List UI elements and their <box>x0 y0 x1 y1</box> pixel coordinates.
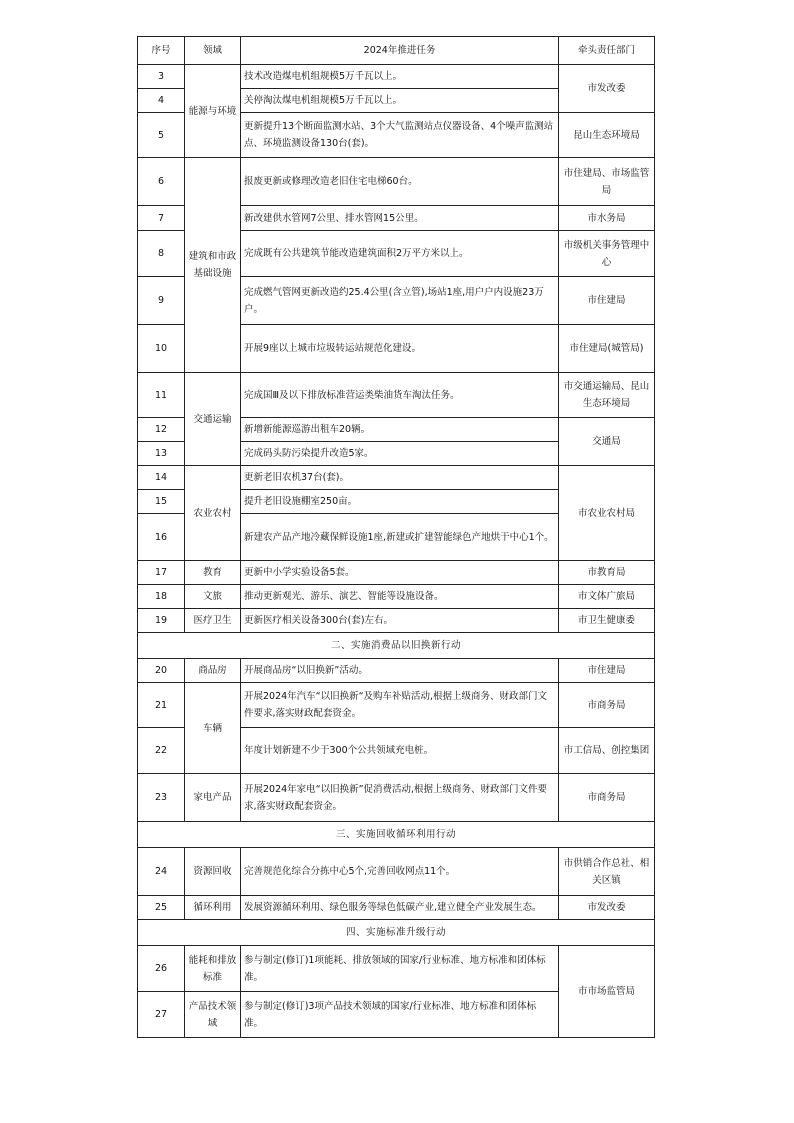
row-dept: 市住建局(城管局) <box>559 325 655 373</box>
row-task: 推动更新观光、游乐、演艺、智能等设施设备。 <box>241 585 559 609</box>
row-field: 家电产品 <box>185 774 241 822</box>
row-dept: 市发改委 <box>559 896 655 920</box>
row-seq: 5 <box>138 113 185 158</box>
row-dept: 市商务局 <box>559 683 655 728</box>
table-row <box>138 561 655 585</box>
row-seq: 15 <box>138 490 185 514</box>
row-dept: 市住建局 <box>559 277 655 325</box>
section-row <box>138 920 655 946</box>
row-dept: 市住建局 <box>559 659 655 683</box>
row-task: 参与制定(修订)3项产品技术领域的国家/行业标准、地方标准和团体标准。 <box>241 992 559 1038</box>
row-dept: 市工信局、创控集团 <box>559 728 655 774</box>
row-seq: 24 <box>138 848 185 896</box>
row-seq: 19 <box>138 609 185 633</box>
row-task: 提升老旧设施棚室250亩。 <box>241 490 559 514</box>
row-seq: 8 <box>138 231 185 277</box>
row-dept: 市教育局 <box>559 561 655 585</box>
table-row <box>138 848 655 896</box>
row-task: 完成码头防污染提升改造5家。 <box>241 442 559 466</box>
row-task: 更新提升13个断面监测水站、3个大气监测站点仪器设备、4个噪声监测站点、环境监测设备130台(套)。 <box>241 113 559 158</box>
table-row <box>138 609 655 633</box>
row-dept: 市交通运输局、昆山生态环境局 <box>559 373 655 418</box>
row-seq: 23 <box>138 774 185 822</box>
table-row <box>138 774 655 822</box>
row-task: 完善规范化综合分拣中心5个,完善回收网点11个。 <box>241 848 559 896</box>
row-task: 更新中小学实验设备5套。 <box>241 561 559 585</box>
row-dept: 交通局 <box>559 418 655 466</box>
row-seq: 11 <box>138 373 185 418</box>
row-seq: 14 <box>138 466 185 490</box>
table-row <box>138 585 655 609</box>
row-field: 建筑和市政基础设施 <box>185 158 241 373</box>
table-row <box>138 659 655 683</box>
row-dept: 市卫生健康委 <box>559 609 655 633</box>
section-title: 三、实施回收循环利用行动 <box>138 822 655 848</box>
header-field: 领域 <box>185 37 241 65</box>
row-field: 文旅 <box>185 585 241 609</box>
table-header-row <box>138 37 655 65</box>
section-title: 四、实施标准升级行动 <box>138 920 655 946</box>
table-row <box>138 466 655 490</box>
row-task: 发展资源循环利用、绿色服务等绿色低碳产业,建立健全产业发展生态。 <box>241 896 559 920</box>
section-row <box>138 822 655 848</box>
row-task: 更新医疗相关设备300台(套)左右。 <box>241 609 559 633</box>
row-task: 完成燃气管网更新改造约25.4公里(含立管),场站1座,用户户内设施23万户。 <box>241 277 559 325</box>
row-task: 报废更新或修理改造老旧住宅电梯60台。 <box>241 158 559 206</box>
row-dept: 市文体广旅局 <box>559 585 655 609</box>
row-field: 车辆 <box>185 683 241 774</box>
row-dept: 市商务局 <box>559 774 655 822</box>
header-dept: 牵头责任部门 <box>559 37 655 65</box>
row-task: 年度计划新建不少于300个公共领域充电桩。 <box>241 728 559 774</box>
row-task: 更新老旧农机37台(套)。 <box>241 466 559 490</box>
row-dept: 市农业农村局 <box>559 466 655 561</box>
row-seq: 25 <box>138 896 185 920</box>
row-task: 新增新能源巡游出租车20辆。 <box>241 418 559 442</box>
row-field: 医疗卫生 <box>185 609 241 633</box>
header-seq: 序号 <box>138 37 185 65</box>
row-task: 技术改造煤电机组规模5万千瓦以上。 <box>241 65 559 89</box>
row-field: 交通运输 <box>185 373 241 466</box>
row-task: 开展9座以上城市垃圾转运站规范化建设。 <box>241 325 559 373</box>
table-row <box>138 158 655 206</box>
row-seq: 7 <box>138 206 185 231</box>
table-row <box>138 946 655 992</box>
row-task: 开展商品房“以旧换新”活动。 <box>241 659 559 683</box>
row-field: 能耗和排放标准 <box>185 946 241 992</box>
row-seq: 17 <box>138 561 185 585</box>
row-task: 新建农产品产地冷藏保鲜设施1座,新建或扩建智能绿色产地烘干中心1个。 <box>241 514 559 561</box>
row-task: 开展2024年汽车“以旧换新“及购车补贴活动,根据上级商务、财政部门文件要求,落实财政配套资金。 <box>241 683 559 728</box>
task-table <box>137 36 655 1038</box>
row-field: 资源回收 <box>185 848 241 896</box>
row-dept: 市供销合作总社、相关区镇 <box>559 848 655 896</box>
row-seq: 6 <box>138 158 185 206</box>
row-field: 农业农村 <box>185 466 241 561</box>
table-row <box>138 683 655 728</box>
row-field: 循环利用 <box>185 896 241 920</box>
row-seq: 18 <box>138 585 185 609</box>
row-seq: 21 <box>138 683 185 728</box>
row-field: 教育 <box>185 561 241 585</box>
row-dept: 昆山生态环境局 <box>559 113 655 158</box>
row-dept: 市市场监管局 <box>559 946 655 1038</box>
row-dept: 市住建局、市场监管局 <box>559 158 655 206</box>
row-field: 商品房 <box>185 659 241 683</box>
row-task: 开展2024年家电“以旧换新”促消费活动,根据上级商务、财政部门文件要求,落实财政配套资金。 <box>241 774 559 822</box>
row-seq: 10 <box>138 325 185 373</box>
row-dept: 市级机关事务管理中心 <box>559 231 655 277</box>
row-seq: 20 <box>138 659 185 683</box>
row-field: 产品技术领域 <box>185 992 241 1038</box>
row-seq: 4 <box>138 89 185 113</box>
table-row <box>138 896 655 920</box>
row-task: 参与制定(修订)1项能耗、排放领域的国家/行业标准、地方标准和团体标准。 <box>241 946 559 992</box>
row-task: 新改建供水管网7公里、排水管网15公里。 <box>241 206 559 231</box>
row-seq: 9 <box>138 277 185 325</box>
row-dept: 市水务局 <box>559 206 655 231</box>
section-title: 二、实施消费品以旧换新行动 <box>138 633 655 659</box>
row-dept: 市发改委 <box>559 65 655 113</box>
row-seq: 3 <box>138 65 185 89</box>
row-task: 完成既有公共建筑节能改造建筑面积2万平方米以上。 <box>241 231 559 277</box>
row-seq: 22 <box>138 728 185 774</box>
row-seq: 13 <box>138 442 185 466</box>
row-seq: 26 <box>138 946 185 992</box>
row-field: 能源与环境 <box>185 65 241 158</box>
header-task: 2024年推进任务 <box>241 37 559 65</box>
row-seq: 27 <box>138 992 185 1038</box>
section-row <box>138 633 655 659</box>
row-seq: 12 <box>138 418 185 442</box>
table-row <box>138 65 655 89</box>
row-task: 完成国Ⅲ及以下排放标准营运类柴油货车淘汰任务。 <box>241 373 559 418</box>
row-seq: 16 <box>138 514 185 561</box>
table-row <box>138 373 655 418</box>
row-task: 关停淘汰煤电机组规模5万千瓦以上。 <box>241 89 559 113</box>
